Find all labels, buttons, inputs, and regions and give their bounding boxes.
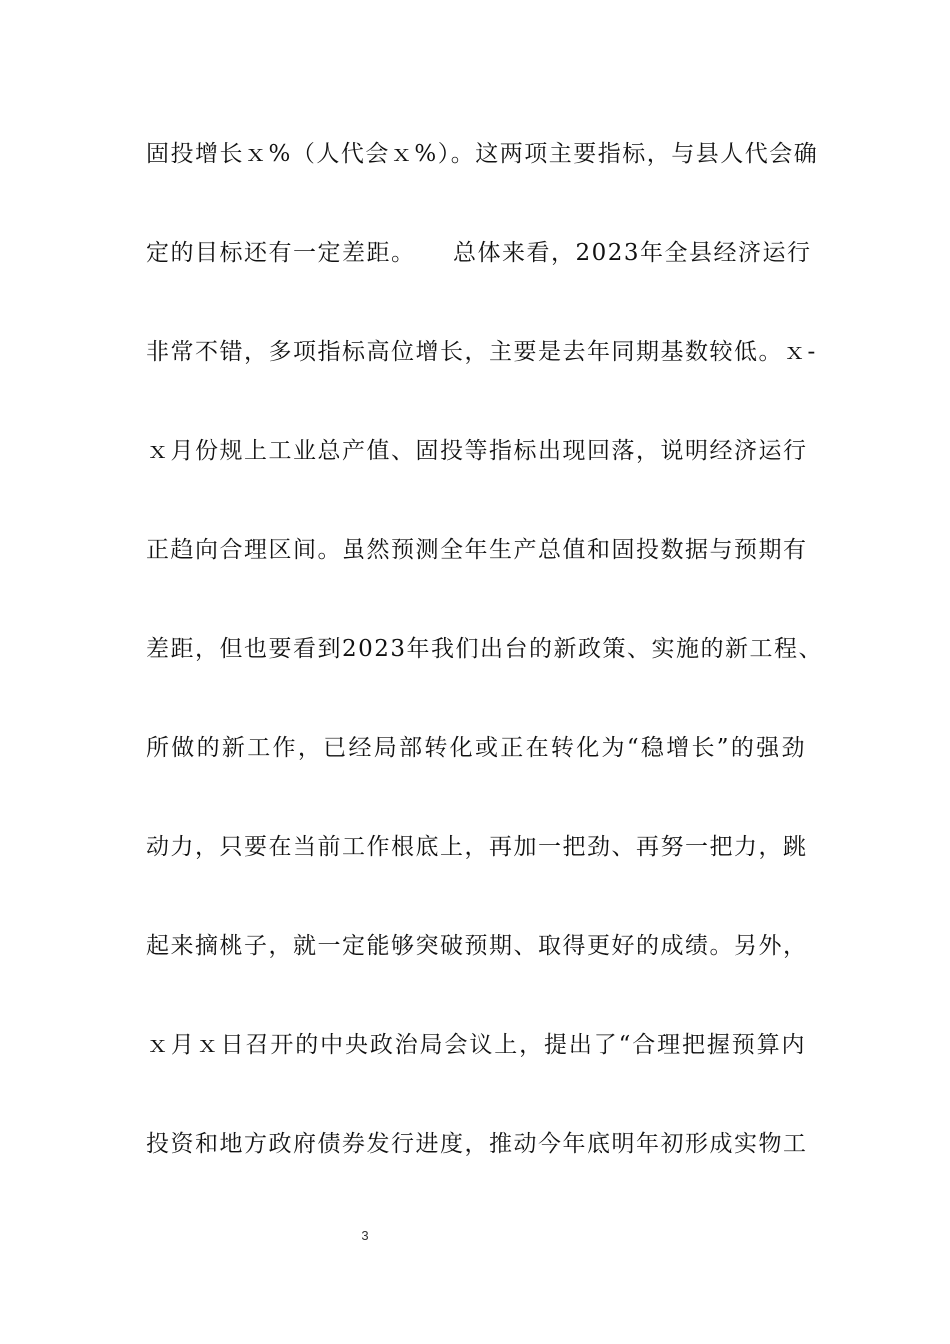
text-line: 差距，但也要看到2023年我们出台的新政策、实施的新工程、: [146, 636, 824, 662]
text-line: 动力，只要在当前工作根底上，再加一把劲、再努一把力，跳: [146, 834, 808, 860]
body-text: [146, 130, 824, 1219]
text-line: 起来摘桃子，就一定能够突破预期、取得更好的成绩。另外，: [146, 933, 808, 959]
text-line: ｘ月ｘ日召开的中央政治局会议上，提出了“合理把握预算内: [146, 1032, 806, 1058]
text-line: 投资和地方政府债券发行进度，推动今年底明年初形成实物工: [146, 1131, 808, 1157]
text-line: 非常不错，多项指标高位增长，主要是去年同期基数较低。ｘ-: [146, 339, 817, 365]
text-line: 定的目标还有一定差距。 总体来看，2023年全县经济运行: [146, 240, 812, 266]
text-line: 固投增长ｘ%（人代会ｘ%）。这两项主要指标，与县人代会确: [146, 141, 819, 167]
text-line: 正趋向合理区间。虽然预测全年生产总值和固投数据与预期有: [146, 537, 808, 563]
text-line: ｘ月份规上工业总产值、固投等指标出现回落，说明经济运行: [146, 438, 808, 464]
text-line: 所做的新工作，已经局部转化或正在转化为“稳增长”的强劲: [146, 735, 806, 761]
page-number: 3: [361, 1228, 369, 1243]
